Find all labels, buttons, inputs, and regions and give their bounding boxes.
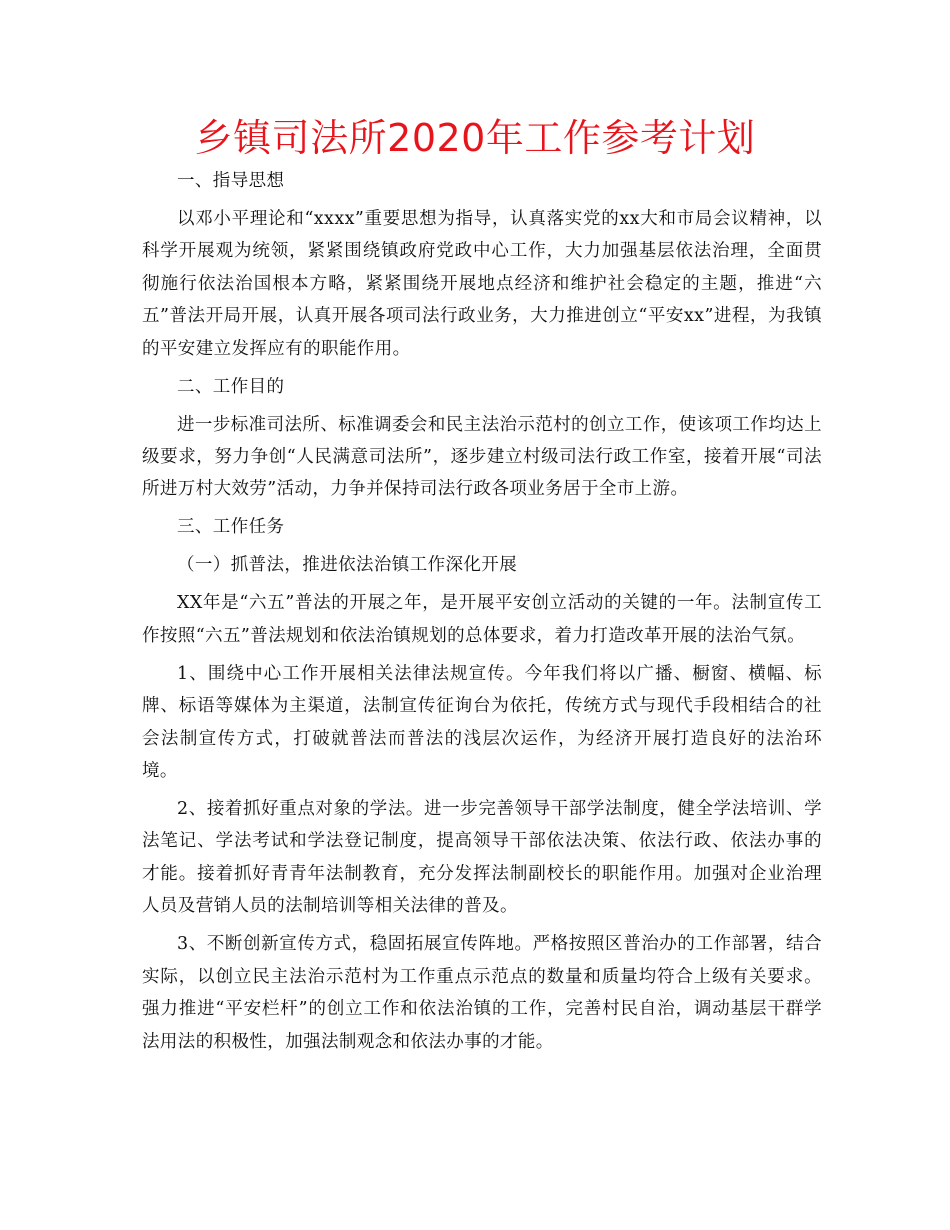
subheading-legal-education: （一）抓普法，推进依法治镇工作深化开展 (177, 555, 518, 576)
paragraph-legal-education-intro: XX年是“六五”普法的开展之年，是开展平安创立活动的关键的一年。法制宣传工作按照“六五”普法规划和依法治镇规划的总体要求，着力打造改革开展的法治气氛。 (142, 593, 822, 646)
list-item-3: 3、不断创新宣传方式，稳固拓展宣传阵地。严格按照区普治办的工作部署，结合实际，以创立民主法治示范村为工作重点示范点的数量和质量均符合上级有关要求。强力推进“平安栏杆”的创立工作和依法治镇的工作，完善村民自治，调动基层干群学法用法的积极性，加强法制观念和依法办事的才能。 (142, 934, 822, 1052)
list-item-1: 1、围绕中心工作开展相关法律法规宣传。今年我们将以广播、橱窗、横幅、标牌、标语等媒体为主渠道，法制宣传征询台为依托，传统方式与现代手段相结合的社会法制宣传方式，打破就普法而普法的浅层次运作，为经济开展打造良好的法治环境。 (142, 663, 822, 782)
section-heading-work-goal: 二、工作目的 (177, 376, 285, 397)
list-item-2: 2、接着抓好重点对象的学法。进一步完善领导干部学法制度，健全学法培训、学法笔记、学法考试和学法登记制度，提高领导干部依法决策、依法行政、依法办事的才能。接着抓好青青年法制教育，充分发挥法制副校长的职能作用。加强对企业治理人员及营销人员的法制培训等相关法律的普及。 (142, 799, 822, 917)
paragraph-guiding-thought: 以邓小平理论和“xxxx”重要思想为指导，认真落实党的xx大和市局会议精神，以科学开展观为统领，紧紧围绕镇政府党政中心工作，大力加强基层依法治理，全面贯彻施行依法治国根本方略，紧紧围绕开展地点经济和维护社会稳定的主题，推进“六五”普法开局开展，认真开展各项司法行政业务，大力推进创立“平安xx”进程，为我镇的平安建立发挥应有的职能作用。 (142, 209, 822, 359)
section-heading-work-tasks: 三、工作任务 (177, 517, 285, 538)
document-body (142, 165, 822, 1064)
document-title: 乡镇司法所2020年工作参考计划 (194, 116, 756, 160)
paragraph-work-goal: 进一步标准司法所、标准调委会和民主法治示范村的创立工作，使该项工作均达上级要求，努力争创“人民满意司法所”，逐步建立村级司法行政工作室，接着开展“司法所进万村大效劳”活动，力争并保持司法行政各项业务居于全市上游。 (142, 414, 822, 500)
section-heading-guiding-thought: 一、指导思想 (177, 171, 285, 191)
